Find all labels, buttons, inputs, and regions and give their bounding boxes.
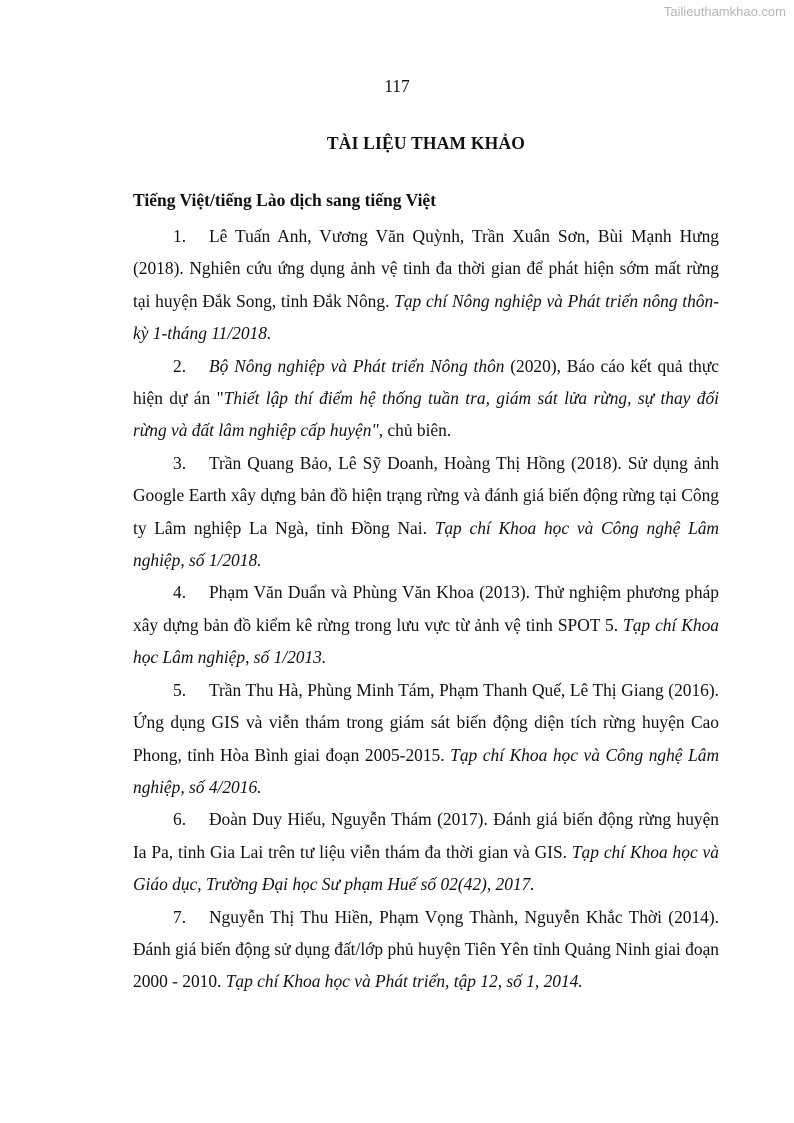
reference-item (133, 674, 719, 804)
reference-source-italic: Tạp chí Nông nghiệp và Phát triển nông thôn-kỳ 1-tháng 11/2018. (133, 290, 719, 344)
reference-item (133, 901, 719, 998)
reference-text: Nguyễn Thị Thu Hiền, Phạm Vọng Thành, Nguyễn Khắc Thời (2014). Đánh giá biến động sử dụng đất/lớp phủ huyện Tiên Yên tỉnh Quảng Ninh giai đoạn 2000 - 2010. (133, 906, 719, 992)
reference-source-italic: Tạp chí Khoa học và Công nghệ Lâm nghiệp, số 1/2018. (133, 517, 719, 571)
reference-number: 5. (173, 679, 187, 700)
reference-text: Lê Tuấn Anh, Vương Văn Quỳnh, Trần Xuân Sơn, Bùi Mạnh Hưng (2018). Nghiên cứu ứng dụng ảnh vệ tinh đa thời gian để phát hiện sớm mất rừng tại huyện Đắk Song, tỉnh Đắk Nông. (133, 226, 719, 311)
reference-item (133, 447, 719, 577)
reference-text: Đoàn Duy Hiếu, Nguyễn Thám (2017). Đánh giá biến động rừng huyện Ia Pa, tỉnh Gia Lai trên tư liệu viễn thám đa thời gian và GIS. (133, 809, 719, 862)
reference-item (133, 220, 719, 350)
reference-number: 2. (173, 355, 187, 376)
reference-source-italic: Tạp chí Khoa học và Phát triển, tập 12, số 1, 2014. (225, 971, 583, 992)
reference-source-italic: Tạp chí Khoa học và Công nghệ Lâm nghiệp, số 4/2016. (133, 744, 719, 797)
page-title: TÀI LIỆU THAM KHẢO (326, 133, 526, 153)
page-number: 117 (384, 76, 410, 96)
reference-number: 1. (173, 226, 187, 246)
reference-text: Trần Quang Bảo, Lê Sỹ Doanh, Hoàng Thị Hồng (2018). Sử dụng ảnh Google Earth xây dựng bản đồ hiện trạng rừng và đánh giá biến động rừng tại Công ty Lâm nghiệp La Ngà, tỉnh Đồng Nai. (133, 452, 719, 538)
reference-source-italic: Thiết lập thí điểm hệ thống tuần tra, giám sát lửa rừng, sự thay đổi rừng và đất lâm nghiệp cấp huyện", (133, 388, 719, 441)
reference-item (133, 350, 719, 447)
reference-number: 3. (173, 452, 187, 473)
reference-source-italic: Tạp chí Khoa học Lâm nghiệp, số 1/2013. (133, 614, 719, 668)
reference-text: chủ biên. (383, 420, 452, 441)
reference-number: 4. (173, 582, 187, 603)
watermark: Tailieuthamkhao.com (663, 4, 786, 19)
reference-item (133, 803, 719, 900)
reference-number: 7. (173, 906, 187, 927)
section-heading: Tiếng Việt/tiếng Lào dịch sang tiếng Việt (133, 190, 437, 210)
reference-source-italic: Tạp chí Khoa học và Giáo dục, Trường Đại học Sư phạm Huế số 02(42), 2017. (133, 841, 719, 895)
reference-number: 6. (173, 809, 187, 830)
reference-text: (2020), Báo cáo kết quả thực hiện dự án " (133, 355, 719, 409)
reference-text: Trần Thu Hà, Phùng Minh Tám, Phạm Thanh Quế, Lê Thị Giang (2016). Ứng dụng GIS và viễn thám trong giám sát biến động diện tích rừng huyện Cao Phong, tỉnh Hòa Bình giai đoạn 2005-2015. (133, 679, 719, 765)
reference-item (133, 576, 719, 673)
reference-text: Phạm Văn Duẩn và Phùng Văn Khoa (2013). Thử nghiệm phương pháp xây dựng bản đồ kiểm kê rừng trong lưu vực từ ảnh vệ tinh SPOT 5. (133, 582, 719, 635)
reference-source-italic: Bộ Nông nghiệp và Phát triển Nông thôn (209, 355, 505, 376)
reference-list (133, 220, 719, 998)
